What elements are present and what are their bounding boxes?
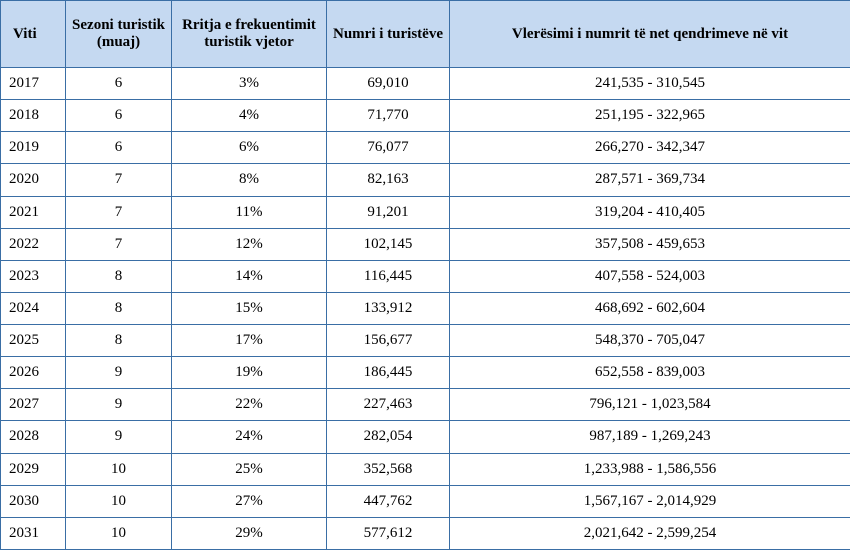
cell-tourists: 352,568: [327, 453, 450, 485]
cell-season: 9: [66, 421, 172, 453]
cell-tourists: 71,770: [327, 100, 450, 132]
cell-season: 10: [66, 453, 172, 485]
cell-season: 8: [66, 325, 172, 357]
cell-growth: 29%: [172, 517, 327, 549]
cell-season: 10: [66, 517, 172, 549]
table-body: [1, 68, 850, 550]
cell-growth: 19%: [172, 357, 327, 389]
cell-tourists: 577,612: [327, 517, 450, 549]
cell-year: 2021: [1, 196, 66, 228]
cell-growth: 8%: [172, 164, 327, 196]
cell-year: 2023: [1, 260, 66, 292]
cell-estimate: 468,692 - 602,604: [450, 292, 850, 324]
cell-growth: 17%: [172, 325, 327, 357]
cell-tourists: 186,445: [327, 357, 450, 389]
cell-estimate: 548,370 - 705,047: [450, 325, 850, 357]
table-row: [1, 132, 850, 164]
table-row: [1, 389, 850, 421]
cell-tourists: 116,445: [327, 260, 450, 292]
cell-year: 2018: [1, 100, 66, 132]
cell-tourists: 227,463: [327, 389, 450, 421]
table-row: [1, 485, 850, 517]
header-year: Viti: [1, 1, 66, 68]
cell-growth: 12%: [172, 228, 327, 260]
cell-tourists: 91,201: [327, 196, 450, 228]
table-row: [1, 164, 850, 196]
cell-season: 9: [66, 357, 172, 389]
cell-estimate: 319,204 - 410,405: [450, 196, 850, 228]
cell-tourists: 447,762: [327, 485, 450, 517]
header-tourists: Numri i turistëve: [327, 1, 450, 68]
table-row: [1, 68, 850, 100]
cell-estimate: 1,567,167 - 2,014,929: [450, 485, 850, 517]
cell-growth: 11%: [172, 196, 327, 228]
table-row: [1, 260, 850, 292]
table-header: [1, 1, 850, 68]
cell-year: 2020: [1, 164, 66, 196]
cell-season: 7: [66, 164, 172, 196]
table-row: [1, 357, 850, 389]
cell-estimate: 796,121 - 1,023,584: [450, 389, 850, 421]
cell-season: 8: [66, 292, 172, 324]
cell-season: 7: [66, 196, 172, 228]
cell-tourists: 102,145: [327, 228, 450, 260]
cell-season: 6: [66, 132, 172, 164]
cell-growth: 27%: [172, 485, 327, 517]
cell-year: 2031: [1, 517, 66, 549]
header-estimate: Vlerësimi i numrit të net qendrimeve në vit: [450, 1, 850, 68]
cell-season: 6: [66, 100, 172, 132]
cell-season: 8: [66, 260, 172, 292]
cell-tourists: 82,163: [327, 164, 450, 196]
cell-tourists: 76,077: [327, 132, 450, 164]
cell-tourists: 282,054: [327, 421, 450, 453]
cell-season: 9: [66, 389, 172, 421]
cell-year: 2027: [1, 389, 66, 421]
cell-estimate: 1,233,988 - 1,586,556: [450, 453, 850, 485]
cell-year: 2017: [1, 68, 66, 100]
cell-year: 2022: [1, 228, 66, 260]
cell-growth: 22%: [172, 389, 327, 421]
cell-tourists: 69,010: [327, 68, 450, 100]
cell-estimate: 251,195 - 322,965: [450, 100, 850, 132]
table-row: [1, 325, 850, 357]
cell-growth: 3%: [172, 68, 327, 100]
cell-tourists: 156,677: [327, 325, 450, 357]
table-row: [1, 421, 850, 453]
table-row: [1, 453, 850, 485]
cell-estimate: 287,571 - 369,734: [450, 164, 850, 196]
cell-estimate: 407,558 - 524,003: [450, 260, 850, 292]
cell-growth: 6%: [172, 132, 327, 164]
cell-growth: 4%: [172, 100, 327, 132]
cell-tourists: 133,912: [327, 292, 450, 324]
table-row: [1, 100, 850, 132]
header-season: Sezoni turistik (muaj): [66, 1, 172, 68]
table-row: [1, 517, 850, 549]
cell-estimate: 241,535 - 310,545: [450, 68, 850, 100]
cell-year: 2025: [1, 325, 66, 357]
cell-year: 2028: [1, 421, 66, 453]
table-row: [1, 228, 850, 260]
cell-year: 2030: [1, 485, 66, 517]
cell-estimate: 357,508 - 459,653: [450, 228, 850, 260]
cell-growth: 25%: [172, 453, 327, 485]
cell-growth: 15%: [172, 292, 327, 324]
table-row: [1, 292, 850, 324]
cell-season: 7: [66, 228, 172, 260]
cell-year: 2029: [1, 453, 66, 485]
cell-estimate: 652,558 - 839,003: [450, 357, 850, 389]
header-row: [1, 1, 850, 68]
cell-estimate: 266,270 - 342,347: [450, 132, 850, 164]
cell-growth: 24%: [172, 421, 327, 453]
cell-estimate: 2,021,642 - 2,599,254: [450, 517, 850, 549]
cell-season: 6: [66, 68, 172, 100]
cell-year: 2019: [1, 132, 66, 164]
table-row: [1, 196, 850, 228]
cell-growth: 14%: [172, 260, 327, 292]
header-growth: Rritja e frekuentimit turistik vjetor: [172, 1, 327, 68]
cell-year: 2024: [1, 292, 66, 324]
cell-estimate: 987,189 - 1,269,243: [450, 421, 850, 453]
cell-year: 2026: [1, 357, 66, 389]
cell-season: 10: [66, 485, 172, 517]
